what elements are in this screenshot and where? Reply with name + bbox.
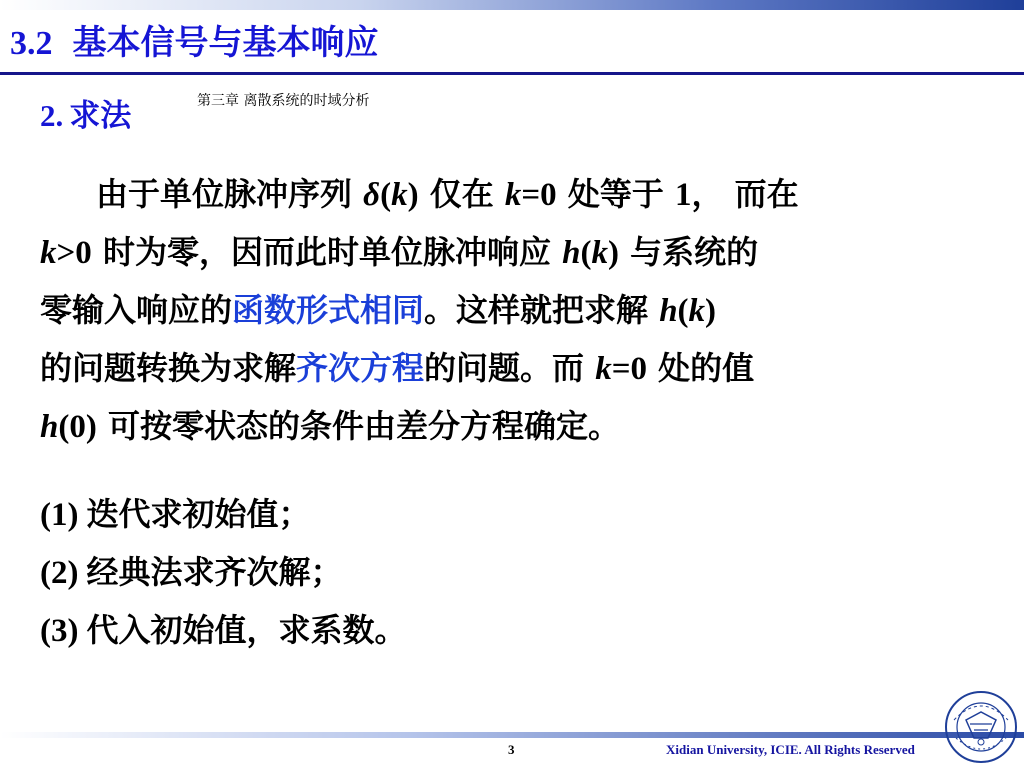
- copyright-text: Xidian University, ICIE. All Rights Reserved: [666, 742, 915, 757]
- top-decorative-band: [0, 0, 1024, 10]
- text-run: 可按零状态的条件由差分方程确定。: [96, 407, 620, 445]
- step-number: (3): [40, 613, 79, 649]
- math-k: k: [688, 293, 706, 329]
- text-run: 处的值: [647, 349, 755, 387]
- math-run: =0: [521, 177, 557, 213]
- math-run: (: [380, 177, 392, 213]
- text-run: 与系统的: [618, 233, 759, 271]
- page-title: [10, 20, 379, 66]
- text-run: 时为零，因而此时单位脉冲响应: [91, 233, 563, 271]
- math-run: (0): [58, 409, 97, 445]
- section-title: 基本信号与基本响应: [72, 23, 379, 63]
- paragraph-line-2: [40, 224, 758, 280]
- math-run: ): [407, 177, 419, 213]
- step-text: 迭代求初始值；: [86, 495, 311, 533]
- text-run: ， 而在: [691, 175, 799, 213]
- math-run: ): [705, 293, 717, 329]
- text-run: 的问题。而: [424, 349, 596, 387]
- step-item: [40, 544, 343, 600]
- page-number: 3: [508, 742, 515, 757]
- highlight-text: 齐次方程: [296, 349, 425, 387]
- text-run: 由于单位脉冲序列: [96, 175, 364, 213]
- subsection-number: 2.: [40, 98, 64, 133]
- text-run: 仅在: [418, 175, 505, 213]
- math-k: k: [391, 177, 408, 213]
- step-text: 代入初始值，求系数。: [86, 611, 407, 649]
- paragraph-line-4: [40, 340, 754, 396]
- paragraph-line-1: [96, 166, 799, 222]
- math-k: k: [40, 235, 57, 271]
- step-number: (2): [40, 555, 79, 591]
- math-run: ): [607, 235, 619, 271]
- text-run: 。这样就把求解: [424, 291, 660, 329]
- math-h: h: [40, 409, 59, 445]
- math-run: =0: [611, 351, 647, 387]
- math-h: h: [562, 235, 581, 271]
- step-number: (1): [40, 497, 79, 533]
- bottom-decorative-band: [0, 732, 1024, 738]
- paragraph-line-3: [40, 282, 716, 338]
- text-run: 的问题转换为求解: [40, 349, 297, 387]
- text-run: 零输入响应的: [40, 291, 233, 329]
- math-run: (: [580, 235, 592, 271]
- title-divider: [0, 72, 1024, 75]
- step-text: 经典法求齐次解；: [86, 553, 343, 591]
- subsection-heading: [40, 90, 131, 135]
- math-h: h: [659, 293, 678, 329]
- math-run: >0: [56, 235, 92, 271]
- highlight-text: 函数形式相同: [232, 291, 425, 329]
- university-seal-icon: [944, 690, 1018, 764]
- math-run: 1: [674, 177, 692, 213]
- section-number: 3.2: [10, 25, 53, 62]
- chapter-label: 第三章 离散系统的时域分析: [197, 93, 370, 109]
- subsection-title: 求法: [69, 98, 132, 134]
- math-k: k: [595, 351, 612, 387]
- text-run: 处等于: [556, 175, 675, 213]
- math-k: k: [504, 177, 522, 213]
- step-item: [40, 486, 311, 542]
- math-k: k: [591, 235, 608, 271]
- paragraph-line-5: [40, 398, 620, 454]
- math-delta: δ: [363, 177, 381, 213]
- math-run: (: [677, 293, 689, 329]
- step-item: [40, 602, 407, 658]
